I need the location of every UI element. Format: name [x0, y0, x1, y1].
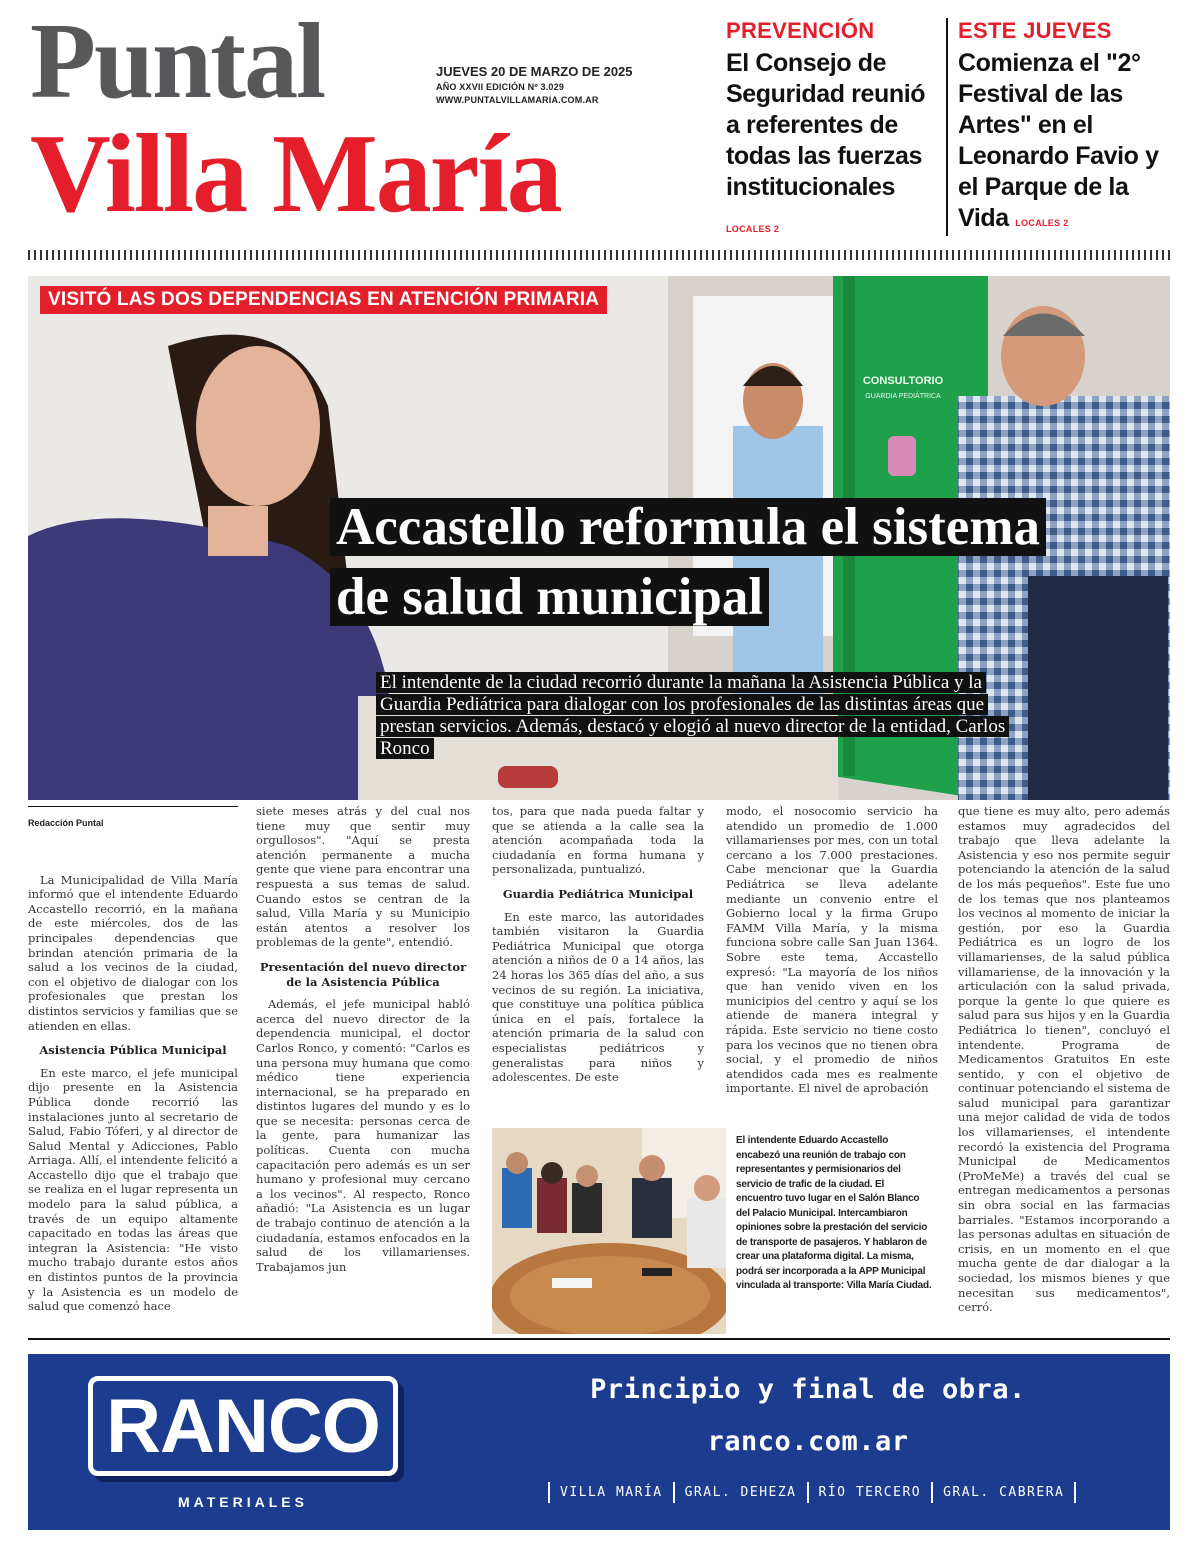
byline: Redacción Puntal [28, 818, 104, 828]
edition-website[interactable]: WWW.PUNTALVILLAMARIA.COM.AR [436, 95, 599, 105]
article-paragraph: Además, el jefe municipal habló acerca del nuevo director de la dependencia municipal, el doctor Carlos Ronco, y comentó: "Carlos es una persona muy humana que como médico tiene experiencia internacional, se ha preparado en distintos lugares del mundo y es lo que se necesita: personas cerca de la gente, para humanizar las políticas. Cuenta con mucha capacitación pero además es un ser humano y profesional muy cercano a los vecinos". Al respecto, Ronco añadió: "La Asistencia es un lugar de trabajo continuo de atención a la ciudadanía, estamos enfocados en la salud de los villamarienses. Trabajamos jun [256, 997, 470, 1274]
article-column-2 [256, 804, 470, 1316]
teaser-divider [946, 18, 948, 236]
subheading-guardia: Guardia Pediátrica Municipal [502, 886, 694, 901]
hero-kicker: VISITÓ LAS DOS DEPENDENCIAS EN ATENCIÓN PRIMARIA [40, 286, 607, 314]
ranco-logo [88, 1376, 398, 1476]
masthead-villa-maria: Villa María [30, 112, 561, 236]
byline-rule [28, 806, 238, 807]
teaser-festival[interactable] [958, 18, 1173, 239]
edition-number: AÑO XXVII EDICIÓN Nº 3.029 [436, 82, 565, 92]
ad-cities [548, 1482, 1160, 1503]
article-column-5 [958, 804, 1170, 1328]
ranco-tagline: MATERIALES [178, 1494, 308, 1510]
ad-city: VILLA MARÍA [550, 1482, 675, 1503]
edition-info [436, 64, 686, 105]
bottom-rule [28, 1338, 1170, 1340]
hero-headline[interactable]: Accastello reformula el sistema de salud municipal [330, 492, 1080, 632]
ad-city: GRAL. CABRERA [933, 1482, 1076, 1503]
teaser-headline: Comienza el "2° Festival de las Artes" en el Leonardo Favio y el Parque de la Vida LOCALES 2 [958, 49, 1159, 232]
teaser-prevencion[interactable] [726, 18, 940, 237]
consultorio-sign: CONSULTORIO [862, 375, 944, 387]
hero-photo-block [28, 276, 1170, 800]
teaser-kicker: ESTE JUEVES [958, 18, 1112, 43]
dashed-rule [28, 250, 1170, 260]
ad-slogan: Principio y final de obra. [590, 1374, 1026, 1405]
teaser-section: LOCALES 2 [1015, 218, 1069, 228]
teaser-section: LOCALES 2 [726, 224, 780, 234]
article-paragraph: En este marco, el jefe municipal dijo presente en la Asistencia Pública donde recorrió las instalaciones junto al secretario de Salud, Fabio Tóferi, y al director de Salud Mental y Adicciones, Pablo Arriaga. Allí, el intendente felicitó a Accastello dijo que el trabajo que se realiza en el lugar representa un modelo para la salud pública, a través de un equipo altamente capacitado en todas las áreas que integran la Asistencia: "He visto mucho trabajo durante estos años en distintos puntos de la provincia y la Asistencia es un modelo de salud que comenzó hace [28, 1065, 238, 1314]
teaser-headline: El Consejo de Seguridad reunió a referentes de todas las fuerzas institucionales [726, 49, 926, 201]
guardia-sign: GUARDIA PEDIÁTRICA [865, 393, 941, 400]
ranco-brand: RANCO [106, 1384, 380, 1469]
article-paragraph: La Municipalidad de Villa María informó que el intendente Eduardo Accastello recorrió, en la mañana de este miércoles, dos de las principales dependencias que brindan atención primaria de la salud a los vecinos de la ciudad, con el objetivo de dialogar con los profesionales que prestan los distintos servicios y familias que se atienden en ellas. [28, 872, 238, 1033]
ad-city: GRAL. DEHEZA [675, 1482, 809, 1503]
article-paragraph: siete meses atrás y del cual nos tiene muy que sentir muy orgullosos". "Aquí se presta atención permanente a mucha gente que viene para encontrar una respuesta a sus temas de salud. Cuando estos se centran de la salud, Villa María y su Municipio están atentos a resolver los problemas de la gente", entendió. [256, 804, 470, 950]
hero-subhead: El intendente de la ciudad recorrió durante la mañana la Asistencia Pública y la Guardia Pediátrica para dialogar con los profesionales de las distintas áreas que prestan servicios. Además, destacó y elogió al nuevo director de la entidad, Carlos Ronco [376, 672, 1016, 760]
article-column-4 [726, 804, 938, 1124]
teaser-kicker: PREVENCIÓN [726, 18, 875, 43]
photo-caption: El intendente Eduardo Accastello encabezó una reunión de trabajo con representantes y permisionarios del servicio de trafic de la ciudad. El encuentro tuvo lugar en el Salón Blanco del Palacio Municipal. Intercambiaron opiniones sobre la prestación del servicio de transporte de pasajeros. Y hablaron de crear una plataforma digital. La misma, podrá ser incorporada a la APP Municipal vinculada al transporte: Villa María Ciudad. [736, 1135, 932, 1291]
masthead-puntal: Puntal [30, 2, 325, 121]
article-column-3 [492, 804, 704, 1124]
ad-city: RÍO TERCERO [809, 1482, 934, 1503]
subheading-presentacion: Presentación del nuevo director de la Asistencia Pública [259, 959, 467, 989]
article-paragraph: que tiene es muy alto, pero además estamos muy agradecidos del trabajo que lleva adelante la Asistencia y eso nos permite seguir potenciando la atención de la salud de los más pequeños". Este fue uno de los temas que nos planteamos los vecinos al momento de iniciar la gestión, por eso la Guardia Pediátrica es un logro de los villamarienses, de la salud pública villamariense, de la innovación y la articulación con la salud privada, porque la gente lo que quiere es salud para sus hijos y en la Guardia Pediátrica lo tienen", concluyó el intendente. Programa de Medicamentos Gratuitos En este sentido, y con el objetivo de continuar potenciando el sistema de salud municipal para garantizar una mejor calidad de vida de todos los villamarienses, el intendente recordó la existencia del Programa Municipal de Medicamentos (ProMeMe) a través del cual se entregan medicamentos a personas sin obra social en las farmacias barriales. "Estamos incorporando a las personas adultas en situación de crisis, en un momento en el que mucha gente de dar dialogar a la sociedad, los mismos bienes y que necesitan sus medicamentos", cerró. [958, 804, 1170, 1315]
edition-date: JUEVES 20 DE MARZO DE 2025 [436, 64, 633, 79]
article-paragraph: En este marco, las autoridades también visitaron la Guardia Pediátrica Municipal que otorga atención a niños de 0 a 14 años, las 24 horas los 365 días del año, a sus vecinos de su región. La iniciativa, que constituye una política pública única en el país, fortalece la atención primaria de la salud con especialistas pediátricos y generalistas para niños y adolescentes. De este [492, 909, 704, 1085]
ad-url[interactable]: ranco.com.ar [707, 1426, 909, 1457]
subheading-asistencia: Asistencia Pública Municipal [39, 1043, 227, 1058]
article-paragraph: modo, el nosocomio servicio ha atendido un promedio de 1.000 villamarienses por mes, con un total cercano a los 7.000 prestaciones. Cabe mencionar que la Guardia Pediátrica se lleva adelante mediante un convenio entre el Gobierno local y la firma Grupo FAMM Villa María, y la misma funciona sobre calle San Juan 1364. Sobre este tema, Accastello expresó: "La mayoría de los niños que han venido viven en los municipios del centro y aquí se los atiende de manera integral y rápida. Este servicio no tiene costo para los vecinos que no tienen obra social, y el promedio de niños atendidos cada mes es realmente importante. El nivel de aprobación [726, 804, 938, 1096]
meeting-photo [492, 1128, 726, 1334]
article-column-1 [28, 816, 238, 1316]
article-paragraph: tos, para que nada pueda faltar y que se atienda a la calle sea la atención acompañada toda la ciudadanía en forma humana y personalizada, puntualizó. [492, 804, 704, 877]
ranco-advertisement[interactable] [28, 1354, 1170, 1530]
